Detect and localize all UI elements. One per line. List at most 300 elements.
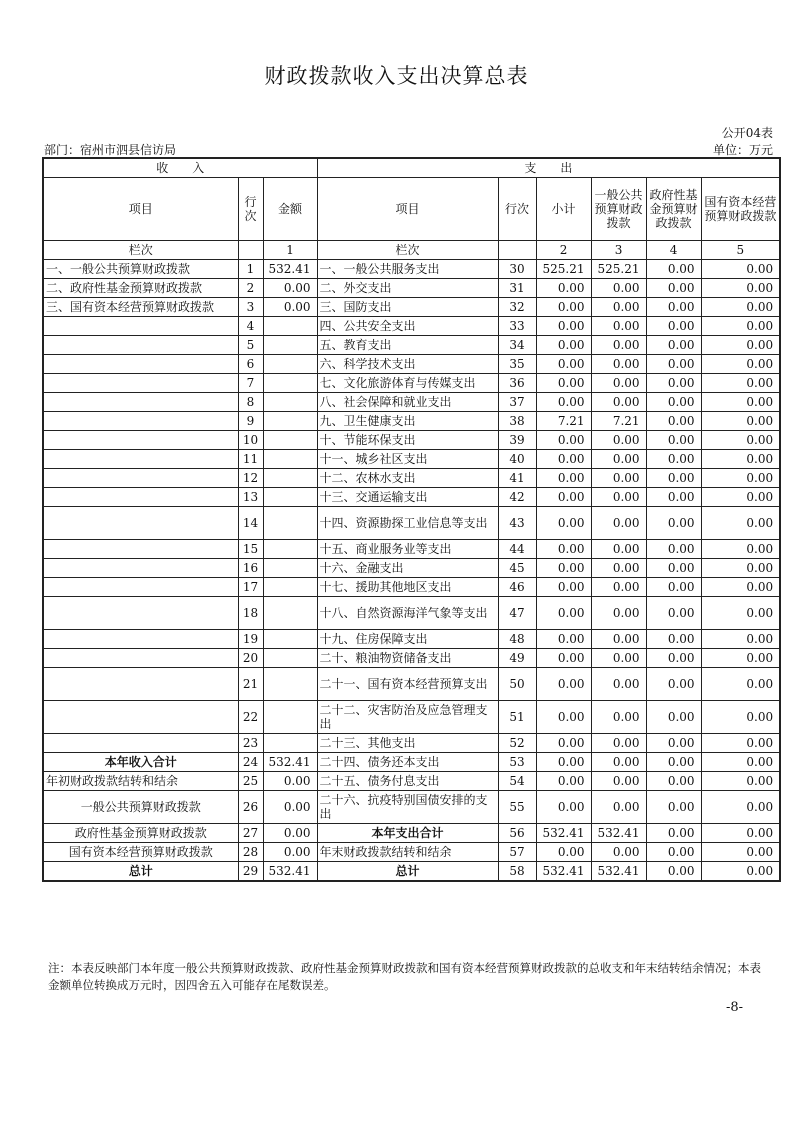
- expense-item: 二十一、国有资本经营预算支出: [317, 668, 498, 701]
- expense-subtotal: 0.00: [536, 507, 591, 540]
- income-amount: [263, 488, 317, 507]
- expense-general: 0.00: [591, 597, 646, 630]
- table-row: [43, 260, 780, 279]
- expense-fund: 0.00: [646, 279, 701, 298]
- income-amount: [263, 393, 317, 412]
- income-amount: [263, 469, 317, 488]
- expense-item: 二十四、债务还本支出: [317, 753, 498, 772]
- col-item2: 项目: [317, 178, 498, 241]
- expense-row-no: 45: [498, 559, 536, 578]
- expense-state: 0.00: [701, 559, 780, 578]
- expense-fund: 0.00: [646, 578, 701, 597]
- expense-state: 0.00: [701, 469, 780, 488]
- expense-subtotal: 0.00: [536, 488, 591, 507]
- expense-row-no: 31: [498, 279, 536, 298]
- table-row: [43, 597, 780, 630]
- expense-item: 七、文化旅游体育与传媒支出: [317, 374, 498, 393]
- expense-state: 0.00: [701, 734, 780, 753]
- table-row: [43, 772, 780, 791]
- income-amount: [263, 355, 317, 374]
- expense-row-no: 42: [498, 488, 536, 507]
- expense-row-no: 52: [498, 734, 536, 753]
- department-label: 部门：宿州市泗县信访局: [44, 143, 177, 157]
- income-row-no: 3: [238, 298, 263, 317]
- expense-row-no: 56: [498, 824, 536, 843]
- expense-general: 0.00: [591, 374, 646, 393]
- expense-row-no: 33: [498, 317, 536, 336]
- expense-fund: 0.00: [646, 734, 701, 753]
- expense-state: 0.00: [701, 450, 780, 469]
- expense-item: 二十二、灾害防治及应急管理支出: [317, 701, 498, 734]
- expense-state: 0.00: [701, 753, 780, 772]
- table-row: [43, 279, 780, 298]
- income-amount: [263, 374, 317, 393]
- expense-subtotal: 525.21: [536, 260, 591, 279]
- income-amount: [263, 597, 317, 630]
- blank-cell: [498, 241, 536, 260]
- expense-state: 0.00: [701, 507, 780, 540]
- expense-subtotal: 0.00: [536, 753, 591, 772]
- expense-header: 支 出: [317, 158, 780, 178]
- expense-state: 0.00: [701, 701, 780, 734]
- income-item: 二、政府性基金预算财政拨款: [43, 279, 238, 298]
- table-row: [43, 374, 780, 393]
- table-row: [43, 469, 780, 488]
- expense-general: 532.41: [591, 862, 646, 882]
- expense-general: 0.00: [591, 488, 646, 507]
- expense-fund: 0.00: [646, 336, 701, 355]
- income-amount: [263, 336, 317, 355]
- expense-state: 0.00: [701, 824, 780, 843]
- expense-row-no: 54: [498, 772, 536, 791]
- income-row-no: 21: [238, 668, 263, 701]
- expense-row-no: 51: [498, 701, 536, 734]
- expense-fund: 0.00: [646, 355, 701, 374]
- expense-fund: 0.00: [646, 862, 701, 882]
- expense-state: 0.00: [701, 374, 780, 393]
- income-item: 总计: [43, 862, 238, 882]
- income-row-no: 27: [238, 824, 263, 843]
- expense-fund: 0.00: [646, 559, 701, 578]
- expense-subtotal: 0.00: [536, 597, 591, 630]
- expense-subtotal: 0.00: [536, 734, 591, 753]
- expense-fund: 0.00: [646, 469, 701, 488]
- income-row-no: 15: [238, 540, 263, 559]
- expense-general: 0.00: [591, 843, 646, 862]
- expense-fund: 0.00: [646, 597, 701, 630]
- expense-subtotal: 0.00: [536, 668, 591, 701]
- income-row-no: 23: [238, 734, 263, 753]
- table-row: [43, 507, 780, 540]
- expense-state: 0.00: [701, 393, 780, 412]
- income-item: [43, 597, 238, 630]
- expense-row-no: 49: [498, 649, 536, 668]
- income-item: [43, 469, 238, 488]
- income-item: [43, 431, 238, 450]
- table-row: [43, 317, 780, 336]
- lanci-3: 3: [591, 241, 646, 260]
- income-amount: [263, 559, 317, 578]
- income-item: 国有资本经营预算财政拨款: [43, 843, 238, 862]
- expense-subtotal: 0.00: [536, 355, 591, 374]
- col-fund: 政府性基金预算财政拨款: [646, 178, 701, 241]
- income-amount: [263, 450, 317, 469]
- table-row: [43, 336, 780, 355]
- expense-fund: 0.00: [646, 772, 701, 791]
- expense-general: 0.00: [591, 559, 646, 578]
- expense-item: 十二、农林水支出: [317, 469, 498, 488]
- col-row-no: 行次: [238, 178, 263, 241]
- expense-state: 0.00: [701, 772, 780, 791]
- expense-row-no: 37: [498, 393, 536, 412]
- footnote: 注：本表反映部门本年度一般公共预算财政拨款、政府性基金预算财政拨款和国有资本经营预算财政拨款的总收支和年末结转结余情况；本表金额单位转换成万元时，因四舍五入可能存在尾数误差。: [48, 961, 761, 992]
- lanci-label2: 栏次: [317, 241, 498, 260]
- income-row-no: 9: [238, 412, 263, 431]
- expense-subtotal: 0.00: [536, 336, 591, 355]
- expense-state: 0.00: [701, 578, 780, 597]
- expense-fund: 0.00: [646, 412, 701, 431]
- expense-fund: 0.00: [646, 507, 701, 540]
- expense-general: 0.00: [591, 649, 646, 668]
- table-row: [43, 412, 780, 431]
- expense-state: 0.00: [701, 260, 780, 279]
- expense-subtotal: 0.00: [536, 649, 591, 668]
- income-amount: 532.41: [263, 260, 317, 279]
- income-row-no: 10: [238, 431, 263, 450]
- expense-item: 十三、交通运输支出: [317, 488, 498, 507]
- expense-row-no: 39: [498, 431, 536, 450]
- income-item: 一般公共预算财政拨款: [43, 791, 238, 824]
- expense-fund: 0.00: [646, 260, 701, 279]
- expense-subtotal: 0.00: [536, 374, 591, 393]
- expense-general: 0.00: [591, 279, 646, 298]
- income-row-no: 25: [238, 772, 263, 791]
- expense-item: 四、公共安全支出: [317, 317, 498, 336]
- expense-state: 0.00: [701, 488, 780, 507]
- income-amount: 0.00: [263, 298, 317, 317]
- page-number: -8-: [725, 1000, 743, 1015]
- income-row-no: 24: [238, 753, 263, 772]
- expense-subtotal: 0.00: [536, 772, 591, 791]
- expense-row-no: 32: [498, 298, 536, 317]
- income-item: [43, 734, 238, 753]
- income-row-no: 12: [238, 469, 263, 488]
- income-item: [43, 355, 238, 374]
- expense-subtotal: 0.00: [536, 701, 591, 734]
- table-row: [43, 734, 780, 753]
- income-row-no: 28: [238, 843, 263, 862]
- expense-state: 0.00: [701, 298, 780, 317]
- expense-item: 九、卫生健康支出: [317, 412, 498, 431]
- income-item: [43, 701, 238, 734]
- income-item: [43, 559, 238, 578]
- table-row: [43, 450, 780, 469]
- table-row: [43, 701, 780, 734]
- table-row: [43, 843, 780, 862]
- income-amount: [263, 649, 317, 668]
- expense-state: 0.00: [701, 862, 780, 882]
- expense-row-no: 41: [498, 469, 536, 488]
- income-amount: 532.41: [263, 753, 317, 772]
- income-item: [43, 317, 238, 336]
- expense-general: 0.00: [591, 336, 646, 355]
- expense-general: 0.00: [591, 540, 646, 559]
- expense-row-no: 57: [498, 843, 536, 862]
- expense-item: 二十六、抗疫特别国债安排的支出: [317, 791, 498, 824]
- table-row: [43, 649, 780, 668]
- expense-state: 0.00: [701, 431, 780, 450]
- income-item: 年初财政拨款结转和结余: [43, 772, 238, 791]
- income-row-no: 11: [238, 450, 263, 469]
- expense-row-no: 36: [498, 374, 536, 393]
- expense-fund: 0.00: [646, 298, 701, 317]
- expense-general: 0.00: [591, 753, 646, 772]
- expense-fund: 0.00: [646, 701, 701, 734]
- expense-item: 五、教育支出: [317, 336, 498, 355]
- income-row-no: 13: [238, 488, 263, 507]
- expense-state: 0.00: [701, 336, 780, 355]
- table-row: [43, 298, 780, 317]
- expense-general: 7.21: [591, 412, 646, 431]
- income-amount: [263, 431, 317, 450]
- expense-state: 0.00: [701, 355, 780, 374]
- income-amount: [263, 412, 317, 431]
- col-state: 国有资本经营预算财政拨款: [701, 178, 780, 241]
- expense-subtotal: 0.00: [536, 317, 591, 336]
- expense-row-no: 55: [498, 791, 536, 824]
- income-item: [43, 630, 238, 649]
- income-item: 本年收入合计: [43, 753, 238, 772]
- expense-state: 0.00: [701, 630, 780, 649]
- expense-item: 十一、城乡社区支出: [317, 450, 498, 469]
- expense-fund: 0.00: [646, 393, 701, 412]
- col-item: 项目: [43, 178, 238, 241]
- income-row-no: 1: [238, 260, 263, 279]
- expense-row-no: 35: [498, 355, 536, 374]
- expense-subtotal: 0.00: [536, 393, 591, 412]
- table-row: [43, 540, 780, 559]
- expense-subtotal: 0.00: [536, 578, 591, 597]
- income-row-no: 2: [238, 279, 263, 298]
- income-amount: 532.41: [263, 862, 317, 882]
- expense-row-no: 50: [498, 668, 536, 701]
- expense-general: 0.00: [591, 578, 646, 597]
- income-row-no: 4: [238, 317, 263, 336]
- expense-general: 0.00: [591, 298, 646, 317]
- lanci-2: 2: [536, 241, 591, 260]
- expense-state: 0.00: [701, 843, 780, 862]
- income-amount: 0.00: [263, 824, 317, 843]
- table-row: [43, 668, 780, 701]
- expense-item: 八、社会保障和就业支出: [317, 393, 498, 412]
- expense-item: 年末财政拨款结转和结余: [317, 843, 498, 862]
- income-row-no: 7: [238, 374, 263, 393]
- income-row-no: 5: [238, 336, 263, 355]
- expense-state: 0.00: [701, 540, 780, 559]
- expense-state: 0.00: [701, 668, 780, 701]
- expense-item: 二、外交支出: [317, 279, 498, 298]
- col-amount: 金额: [263, 178, 317, 241]
- expense-subtotal: 0.00: [536, 450, 591, 469]
- income-header: 收 入: [43, 158, 317, 178]
- expense-item: 本年支出合计: [317, 824, 498, 843]
- income-item: [43, 336, 238, 355]
- income-amount: [263, 701, 317, 734]
- expense-fund: 0.00: [646, 431, 701, 450]
- income-item: [43, 507, 238, 540]
- expense-item: 十、节能环保支出: [317, 431, 498, 450]
- table-row: [43, 431, 780, 450]
- expense-general: 0.00: [591, 630, 646, 649]
- unit-label: 单位：万元: [712, 143, 773, 157]
- expense-item: 十五、商业服务业等支出: [317, 540, 498, 559]
- expense-fund: 0.00: [646, 540, 701, 559]
- table-row: [43, 630, 780, 649]
- income-item: [43, 393, 238, 412]
- expense-item: 十六、金融支出: [317, 559, 498, 578]
- income-amount: [263, 578, 317, 597]
- income-item: [43, 649, 238, 668]
- expense-general: 0.00: [591, 317, 646, 336]
- income-row-no: 16: [238, 559, 263, 578]
- budget-summary-table: [42, 157, 781, 882]
- expense-general: 0.00: [591, 507, 646, 540]
- table-row: [43, 393, 780, 412]
- expense-item: 十八、自然资源海洋气象等支出: [317, 597, 498, 630]
- income-amount: [263, 734, 317, 753]
- expense-subtotal: 532.41: [536, 824, 591, 843]
- expense-state: 0.00: [701, 317, 780, 336]
- expense-fund: 0.00: [646, 630, 701, 649]
- expense-subtotal: 0.00: [536, 791, 591, 824]
- income-item: [43, 488, 238, 507]
- income-item: [43, 540, 238, 559]
- expense-subtotal: 0.00: [536, 843, 591, 862]
- expense-general: 0.00: [591, 791, 646, 824]
- expense-subtotal: 0.00: [536, 431, 591, 450]
- table-row: [43, 862, 780, 882]
- income-amount: 0.00: [263, 791, 317, 824]
- expense-general: 0.00: [591, 701, 646, 734]
- income-amount: 0.00: [263, 279, 317, 298]
- expense-row-no: 34: [498, 336, 536, 355]
- expense-subtotal: 0.00: [536, 559, 591, 578]
- lanci-4: 4: [646, 241, 701, 260]
- income-amount: [263, 317, 317, 336]
- expense-fund: 0.00: [646, 317, 701, 336]
- form-number: 公开04表: [721, 126, 773, 140]
- income-item: [43, 450, 238, 469]
- income-row-no: 29: [238, 862, 263, 882]
- income-item: 三、国有资本经营预算财政拨款: [43, 298, 238, 317]
- expense-fund: 0.00: [646, 374, 701, 393]
- expense-row-no: 30: [498, 260, 536, 279]
- expense-item: 十四、资源勘探工业信息等支出: [317, 507, 498, 540]
- income-amount: 0.00: [263, 843, 317, 862]
- expense-row-no: 53: [498, 753, 536, 772]
- col-row-no2: 行次: [498, 178, 536, 241]
- expense-fund: 0.00: [646, 450, 701, 469]
- expense-item: 一、一般公共服务支出: [317, 260, 498, 279]
- expense-subtotal: 0.00: [536, 298, 591, 317]
- expense-item: 总计: [317, 862, 498, 882]
- income-amount: [263, 507, 317, 540]
- expense-item: 十七、援助其他地区支出: [317, 578, 498, 597]
- expense-general: 0.00: [591, 450, 646, 469]
- income-amount: [263, 630, 317, 649]
- expense-general: 0.00: [591, 355, 646, 374]
- income-item: [43, 668, 238, 701]
- expense-subtotal: 0.00: [536, 540, 591, 559]
- table-row: [43, 791, 780, 824]
- income-amount: [263, 540, 317, 559]
- expense-row-no: 47: [498, 597, 536, 630]
- expense-row-no: 38: [498, 412, 536, 431]
- table-row: [43, 355, 780, 374]
- expense-general: 0.00: [591, 772, 646, 791]
- income-amount: 0.00: [263, 772, 317, 791]
- expense-general: 0.00: [591, 734, 646, 753]
- expense-fund: 0.00: [646, 649, 701, 668]
- page-title: 财政拨款收入支出决算总表: [264, 64, 529, 88]
- expense-subtotal: 7.21: [536, 412, 591, 431]
- expense-item: 六、科学技术支出: [317, 355, 498, 374]
- expense-general: 525.21: [591, 260, 646, 279]
- blank-cell: [238, 241, 263, 260]
- income-row-no: 19: [238, 630, 263, 649]
- income-row-no: 18: [238, 597, 263, 630]
- expense-general: 532.41: [591, 824, 646, 843]
- income-row-no: 17: [238, 578, 263, 597]
- expense-row-no: 46: [498, 578, 536, 597]
- expense-row-no: 44: [498, 540, 536, 559]
- income-item: 一、一般公共预算财政拨款: [43, 260, 238, 279]
- income-row-no: 14: [238, 507, 263, 540]
- income-amount: [263, 668, 317, 701]
- expense-row-no: 58: [498, 862, 536, 882]
- expense-row-no: 40: [498, 450, 536, 469]
- expense-state: 0.00: [701, 791, 780, 824]
- income-item: [43, 374, 238, 393]
- lanci-label: 栏次: [43, 241, 238, 260]
- income-item: [43, 412, 238, 431]
- col-general: 一般公共预算财政拨款: [591, 178, 646, 241]
- expense-state: 0.00: [701, 597, 780, 630]
- income-row-no: 26: [238, 791, 263, 824]
- income-row-no: 8: [238, 393, 263, 412]
- expense-fund: 0.00: [646, 843, 701, 862]
- table-row: [43, 559, 780, 578]
- lanci-1: 1: [263, 241, 317, 260]
- expense-row-no: 48: [498, 630, 536, 649]
- table-row: [43, 488, 780, 507]
- expense-item: 二十五、债务付息支出: [317, 772, 498, 791]
- expense-item: 二十、粮油物资储备支出: [317, 649, 498, 668]
- expense-general: 0.00: [591, 668, 646, 701]
- expense-subtotal: 532.41: [536, 862, 591, 882]
- expense-general: 0.00: [591, 469, 646, 488]
- expense-fund: 0.00: [646, 824, 701, 843]
- expense-general: 0.00: [591, 431, 646, 450]
- expense-fund: 0.00: [646, 753, 701, 772]
- expense-state: 0.00: [701, 649, 780, 668]
- expense-row-no: 43: [498, 507, 536, 540]
- expense-general: 0.00: [591, 393, 646, 412]
- col-subtotal: 小计: [536, 178, 591, 241]
- expense-subtotal: 0.00: [536, 630, 591, 649]
- expense-subtotal: 0.00: [536, 469, 591, 488]
- income-item: [43, 578, 238, 597]
